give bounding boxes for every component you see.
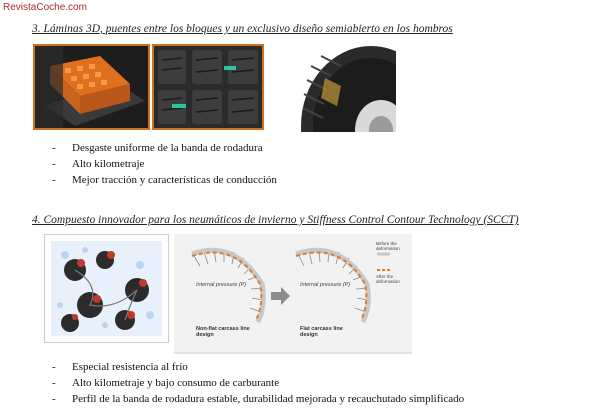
left-caption: Non-flat carcass line design <box>196 326 250 338</box>
watermark: RevistaCoche.com <box>3 2 87 13</box>
right-pressure-label: Internal pressure (P) <box>300 282 351 288</box>
legend-after: After the deformation <box>376 274 400 284</box>
tread-block-3d-image <box>33 44 150 130</box>
section-4-benefits-list <box>52 359 464 407</box>
right-caption: Flat carcass line design <box>300 326 343 338</box>
list-item: - Alto kilometraje <box>52 158 145 170</box>
tread-pattern-image <box>152 44 264 130</box>
list-item: - Mejor tracción y características de conducción <box>52 174 277 186</box>
section-3-benefits-list <box>52 140 277 188</box>
left-pressure-label: Internal pressure (P) <box>196 282 247 288</box>
list-item: - Especial resistencia al frío <box>52 361 188 373</box>
truck-tire-image <box>271 46 396 132</box>
list-item: - Perfil de la banda de rodadura estable, durabilidad mejorada y recauchutado simplificado <box>52 393 465 405</box>
section-3-heading: 3. Láminas 3D, puentes entre los bloques y un exclusivo diseño semiabierto en los hombros <box>32 23 453 35</box>
list-item: - Alto kilometraje y bajo consumo de carburante <box>52 377 280 389</box>
winter-compound-image <box>44 234 169 343</box>
section-4-heading: 4. Compuesto innovador para los neumáticos de invierno y Stiffness Control Contour Technology (SCCT) <box>32 214 519 226</box>
list-item: - Desgaste uniforme de la banda de rodadura <box>52 142 263 154</box>
scct-diagram <box>174 234 412 354</box>
legend-before: Before the deformation <box>376 241 400 251</box>
